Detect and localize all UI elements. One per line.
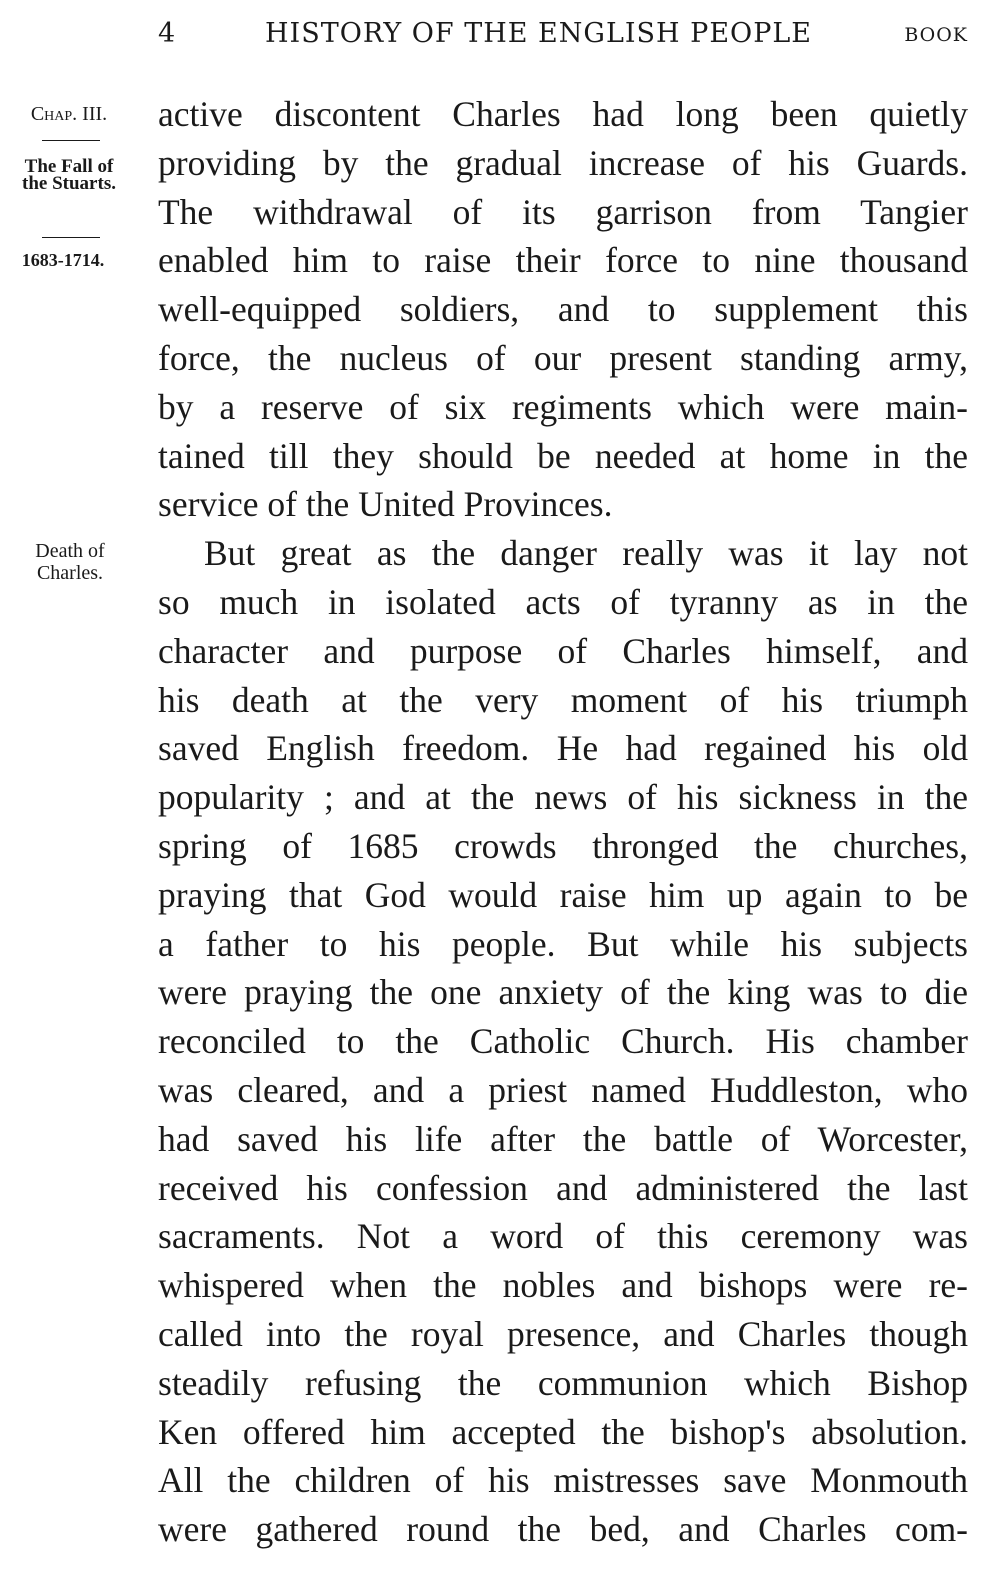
text-line: were gathered round the bed, and Charles com- <box>158 1509 968 1550</box>
text-line: character and purpose of Charles himself, and <box>158 630 968 671</box>
text-line: spring of 1685 crowds thronged the churches, <box>158 825 968 866</box>
page-number: 4 <box>158 18 176 49</box>
text-line: by a reserve of six regiments which were main- <box>158 386 968 427</box>
text-line: received his confession and administered the last <box>158 1167 968 1208</box>
text-line: providing by the gradual increase of his Guards. <box>158 142 968 183</box>
text-line: saved English freedom. He had regained his old <box>158 728 968 769</box>
text-line: reconciled to the Catholic Church. His chamber <box>158 1021 968 1062</box>
text-line: sacraments. Not a word of this ceremony was <box>158 1216 968 1257</box>
text-line: All the children of his mistresses save Monmouth <box>158 1460 968 1501</box>
text-line: called into the royal presence, and Charles though <box>158 1313 968 1354</box>
text-line: was cleared, and a priest named Huddleston, who <box>158 1069 968 1110</box>
text-line: service of the United Provinces. <box>158 484 613 525</box>
text-line: tained till they should be needed at home in the <box>158 435 968 476</box>
text-line: The withdrawal of its garrison from Tangier <box>158 191 968 232</box>
margin-chapter: Chap. III. <box>30 103 108 125</box>
margin-rule <box>42 237 100 238</box>
margin-rule <box>42 140 100 141</box>
text-line: force, the nucleus of our present standing army, <box>158 337 968 378</box>
text-line: his death at the very moment of his triumph <box>158 679 968 720</box>
body-text <box>158 90 968 1554</box>
text-line: But great as the danger really was it lay not <box>204 533 968 574</box>
text-line: so much in isolated acts of tyranny as in the <box>158 581 968 622</box>
text-line: had saved his life after the battle of Worcester, <box>158 1118 968 1159</box>
running-head-title: HISTORY OF THE ENGLISH PEOPLE <box>265 18 812 49</box>
text-line: whispered when the nobles and bishops were re- <box>158 1265 968 1306</box>
text-line: Ken offered him accepted the bishop's absolution. <box>158 1411 968 1452</box>
running-header <box>0 18 1000 58</box>
text-line: popularity ; and at the news of his sickness in the <box>158 777 968 818</box>
margin-section-title: The Fall of the Stuarts. <box>22 156 116 194</box>
margin-dates: 1683-1714. <box>21 250 105 270</box>
text-line: active discontent Charles had long been quietly <box>158 94 968 134</box>
text-line: well-equipped soldiers, and to supplement this <box>158 289 968 330</box>
text-line: steadily refusing the communion which Bishop <box>158 1362 968 1403</box>
text-line: enabled him to raise their force to nine thousand <box>158 240 968 281</box>
text-line: were praying the one anxiety of the king was to die <box>158 972 968 1013</box>
margin-sidenote: Death of Charles. <box>35 540 105 584</box>
book-label: BOOK <box>904 24 968 46</box>
text-line: praying that God would raise him up again to be <box>158 874 968 915</box>
text-line: a father to his people. But while his subjects <box>158 923 968 964</box>
